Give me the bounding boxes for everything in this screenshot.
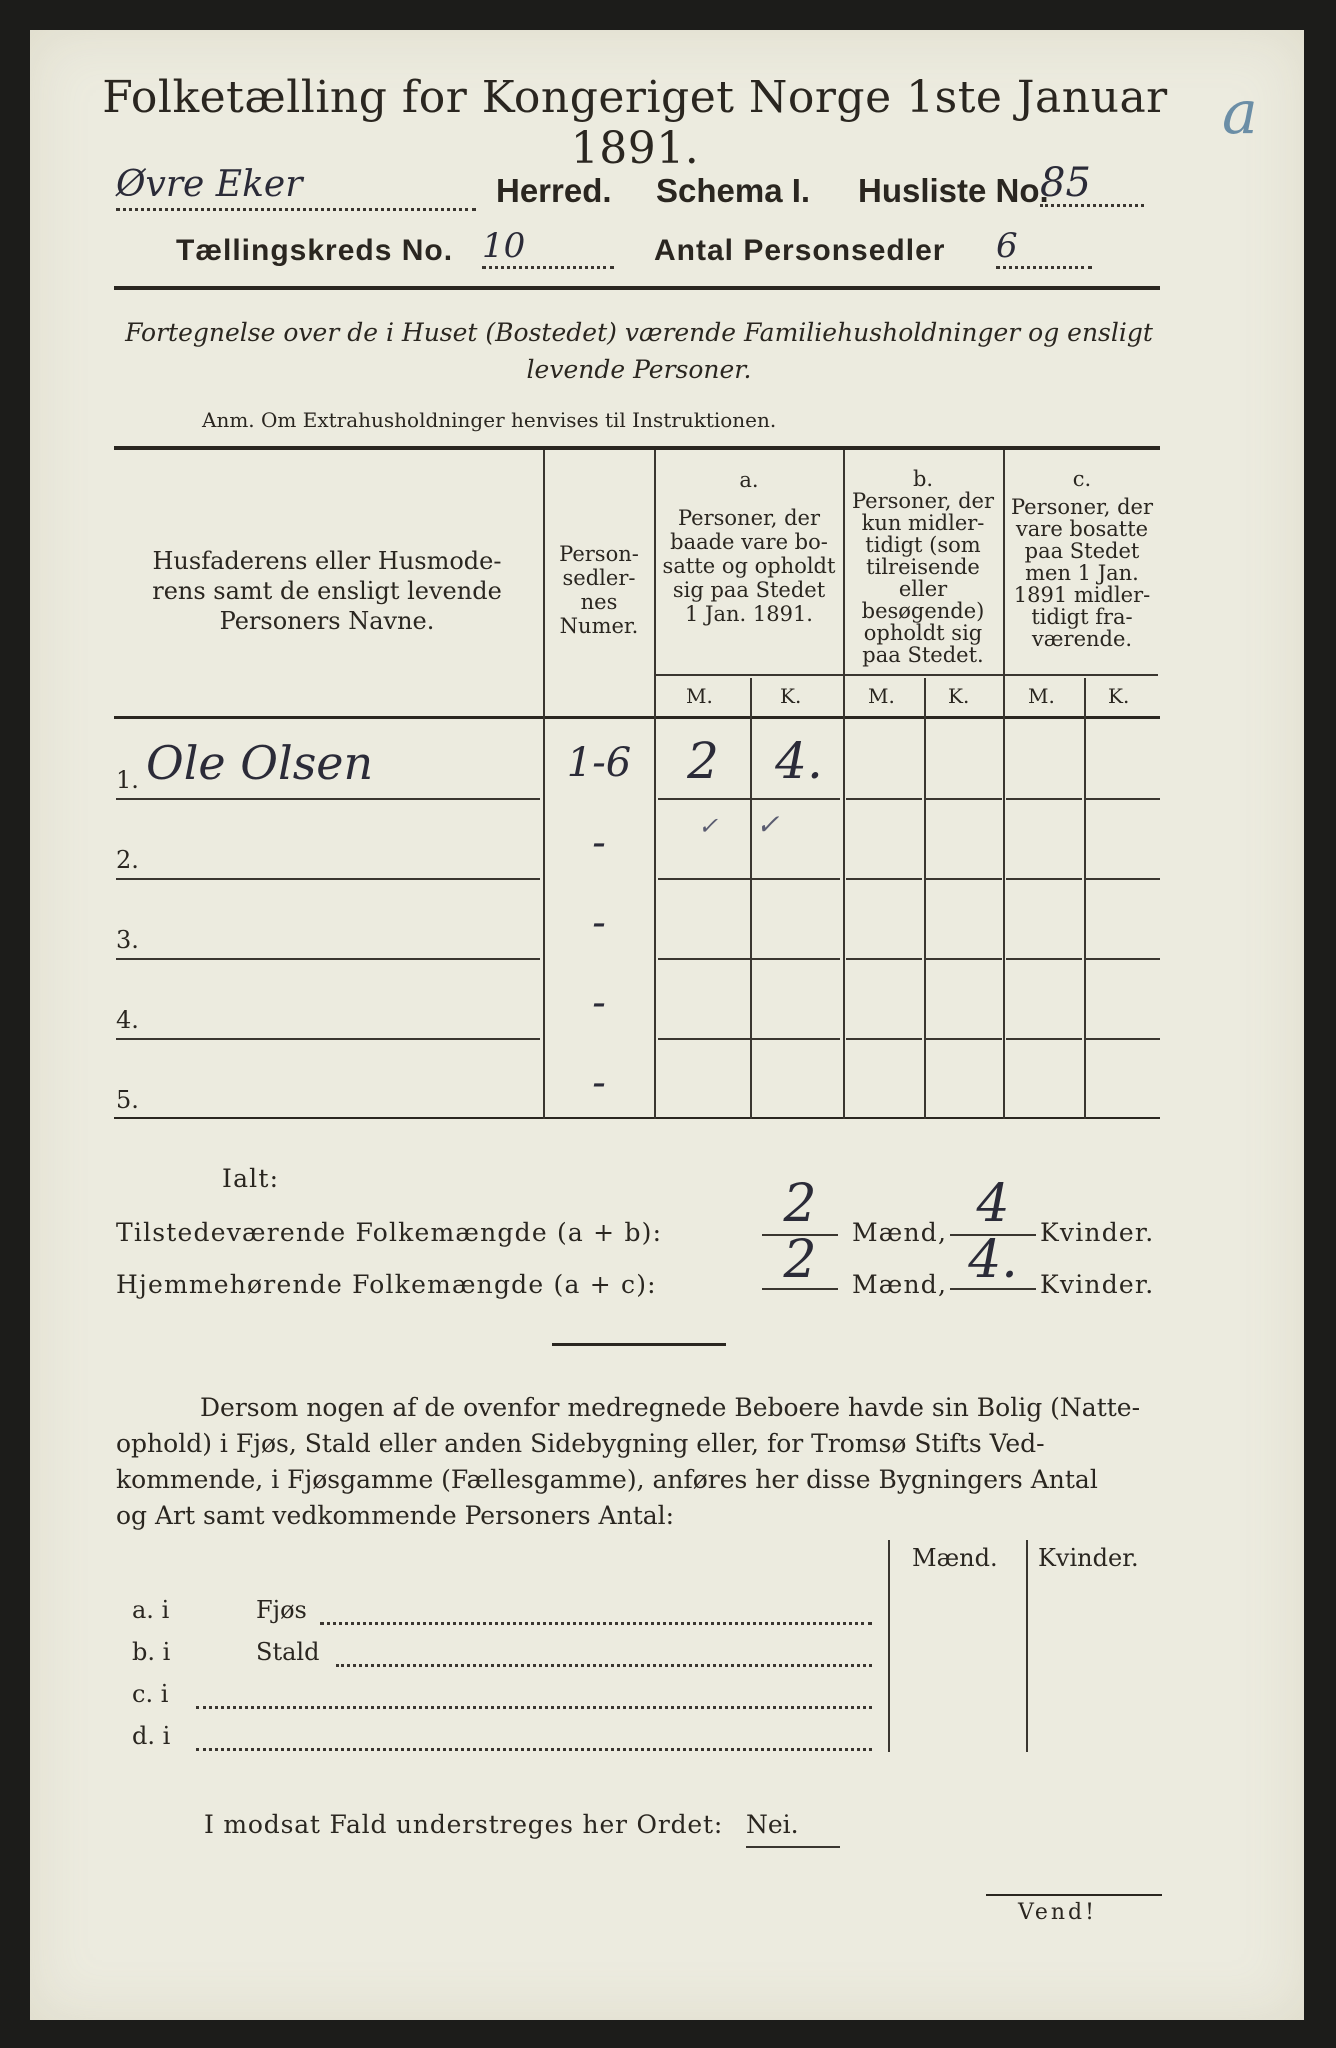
building-a-blank [320,1594,872,1625]
row-person-number: - [592,1060,606,1106]
vend-rule [986,1894,1162,1896]
col-header-b: b. Personer, der kun midler- tidigt (som tilreisende eller besøgende) opholdt sig paa Stedet. [851,467,995,667]
row-person-number: 1-6 [566,740,632,786]
row-rule [926,1038,1002,1040]
corner-mark: a [1222,78,1258,148]
check-mark: ✓ [756,808,780,841]
row-rule [1086,1038,1160,1040]
building-b-text: Stald [256,1638,320,1666]
row-rule [116,798,540,800]
b-m-header: M. [868,684,895,708]
col-divider [1026,1540,1028,1752]
row-rule [116,958,540,960]
row-rule [1086,878,1160,880]
row-rule [846,878,922,880]
row-rule [926,798,1002,800]
check-mark: ✓ [698,812,719,840]
husliste-value: 85 [1040,160,1144,207]
col-header-names: Husfaderens eller Husmode- rens samt de ensligt levende Personers Navne. [152,547,502,635]
intro-line-2: levende Personer. [526,355,752,384]
antal-label: Antal Personsedler [654,234,946,267]
row-rule [658,878,840,880]
c-m-header: M. [1028,684,1055,708]
row-number: 5. [116,1086,139,1114]
col-divider [924,678,926,1119]
vend-text: Vend! [1018,1900,1097,1925]
row-rule [1086,958,1160,960]
tilstede-kvinder-value: 4 [950,1174,1036,1236]
hjemme-kvinder-value: 4. [950,1230,1036,1290]
kreds-value: 10 [482,226,614,269]
row-number: 2. [116,846,139,874]
tilstede-kvinder-label: Kvinder. [1040,1218,1155,1247]
c-k-header: K. [1108,684,1130,708]
mk-rule [656,674,1158,676]
schema-label: Schema I. [656,172,811,209]
hjemme-label: Hjemmehørende Folkemængde (a + c): [116,1270,657,1299]
tilstede-label: Tilstedeværende Folkemængde (a + b): [116,1218,663,1247]
tilstede-maend-value: 2 [762,1174,838,1236]
header-rule [114,286,1160,290]
row-rule [926,958,1002,960]
a-k-header: K. [780,684,802,708]
kreds-label: Tællingskreds No. [176,234,454,267]
row-name: Ole Olsen [146,736,374,790]
tilstede-maend-label: Mænd, [852,1218,948,1247]
building-d-label: d. i [132,1722,171,1750]
row-rule [926,878,1002,880]
intro-line-1: Fortegnelse over de i Huset (Bostedet) værende Familiehusholdninger og ensligt [125,318,1153,347]
b-k-header: K. [948,684,970,708]
row-a-m: 2 [687,732,719,790]
modsat-text: I modsat Fald understreges her Ordet: [204,1810,724,1839]
row-person-number: - [592,900,606,946]
row-rule [846,798,922,800]
row-rule [1006,798,1082,800]
row-rule [1006,878,1082,880]
hjemme-maend-value: 2 [762,1230,838,1290]
col-header-a: a. Personer, der baade vare bo- satte og opholdt sig paa Stedet 1 Jan. 1891. [662,468,836,626]
col-divider [543,450,545,1119]
hjemme-maend-label: Mænd, [852,1270,948,1299]
nei-word: Nei. [746,1810,840,1848]
row-rule [1086,798,1160,800]
row-person-number: - [592,820,606,866]
row-number: 3. [116,926,139,954]
row-rule [658,958,840,960]
anm-note: Anm. Om Extrahusholdninger henvises til Instruktionen. [202,408,777,432]
row-rule [116,1038,540,1040]
row-rule [116,878,540,880]
ialt-label: Ialt: [222,1164,280,1193]
antal-value: 6 [996,226,1092,269]
herred-label: Herred. [496,172,612,209]
building-c-label: c. i [132,1680,169,1708]
row-rule [846,1038,922,1040]
col-divider [750,678,752,1119]
building-a-text: Fjøs [256,1596,307,1624]
col-divider [888,1540,890,1752]
form-title: Folketælling for Kongeriget Norge 1ste Januar 1891. [102,72,1168,174]
building-a-label: a. i [132,1596,170,1624]
buildings-maend-header: Mænd. [912,1544,998,1572]
row-number: 4. [116,1006,139,1034]
buildings-kvinder-header: Kvinder. [1038,1544,1139,1572]
row-rule [658,1038,840,1040]
herred-value: Øvre Eker [116,164,476,211]
hjemme-kvinder-label: Kvinder. [1040,1270,1155,1299]
col-header-number: Person- sedler- nes Numer. [559,542,639,638]
row-a-k: 4. [775,732,823,790]
col-divider [1084,678,1086,1119]
a-m-header: M. [686,684,713,708]
building-d-blank [196,1720,872,1751]
building-c-blank [196,1678,872,1709]
row-rule [658,798,840,800]
row-rule [846,958,922,960]
col-header-c: c. Personer, der vare bosatte paa Stedet men 1 Jan. 1891 midler- tidigt fra- værende. [1010,467,1154,651]
row-person-number: - [592,980,606,1026]
husliste-label: Husliste No. [858,172,1049,209]
buildings-paragraph: Dersom nogen af de ovenfor medregnede Beboere havde sin Bolig (Natte- ophold) i Fjøs, Stald eller anden Sidebygning eller, for Tromsø Stifts Ved- kommende, i Fjøsgamme (Fællesgamme), anføres her disse Bygningers Antal og Art samt vedkommende Personers Antal: [116,1393,1141,1530]
section-divider [552,1343,726,1346]
row-rule [1006,1038,1082,1040]
row-number: 1. [116,766,139,794]
row-rule [1006,958,1082,960]
building-b-label: b. i [132,1638,171,1666]
building-b-blank [336,1636,872,1667]
